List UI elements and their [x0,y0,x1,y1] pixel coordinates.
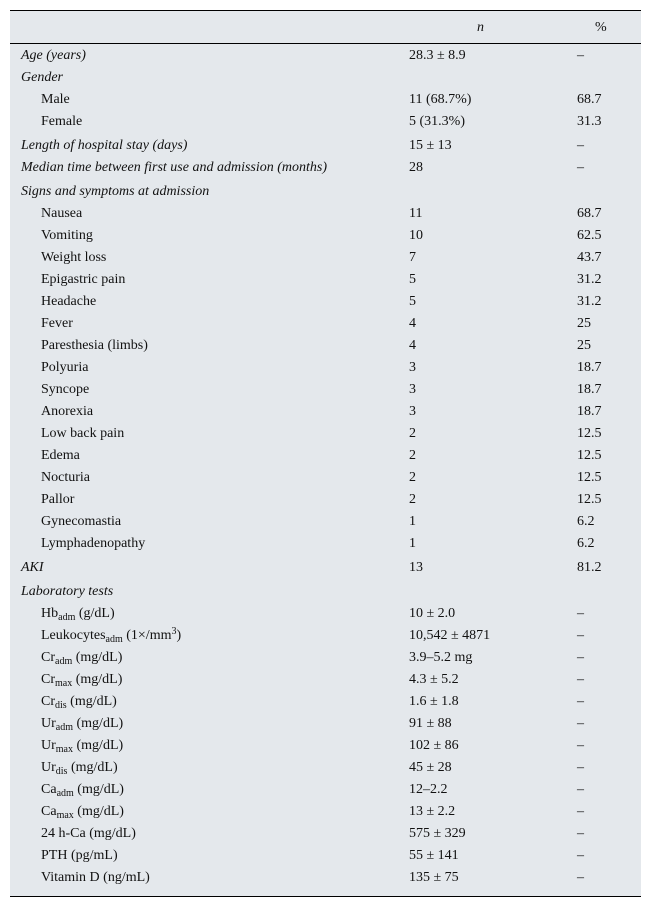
row-label: Weight loss [41,250,107,265]
table-row [10,511,641,533]
label-unit: (mg/dL) [72,672,123,687]
row-percent-value: – [577,628,584,643]
patient-characteristics-table [10,10,641,897]
label-subscript: dis [55,700,67,711]
row-percent-value: – [577,804,584,819]
row-percent-value: – [577,870,584,885]
row-label: Gynecomastia [41,514,122,529]
row-label [41,738,123,754]
row-label: 24 h-Ca (mg/dL) [41,826,136,841]
row-label: Epigastric pain [41,272,126,287]
table-row [10,445,641,467]
table-row [10,625,641,647]
row-n-value: 11 (68.7%) [409,92,472,107]
table-row [10,111,641,133]
row-label: Male [41,92,70,107]
table-row [10,135,641,157]
row-n-value: 5 [409,272,416,287]
table-row [10,801,641,823]
label-unit: (mg/dL) [72,650,123,665]
row-label: AKI [21,560,44,575]
row-percent-value: – [577,848,584,863]
label-unit: (mg/dL) [73,782,124,797]
table-row [10,823,641,845]
row-n-value: 10 [409,228,423,243]
row-label [41,782,124,798]
label-main: Cr [41,694,55,709]
row-n-value: 2 [409,448,416,463]
row-n-value: 28 [409,160,423,175]
row-label [41,650,122,666]
row-n-value: 12–2.2 [409,782,448,797]
row-percent-value: 31.2 [577,272,602,287]
row-n-value: 11 [409,206,423,221]
table-row [10,867,641,889]
row-percent-value: 12.5 [577,448,602,463]
row-label: Anorexia [41,404,94,419]
row-n-value: 15 ± 13 [409,138,452,153]
table-row [10,735,641,757]
table-row [10,845,641,867]
label-unit: (1×/mm [122,628,172,643]
row-n-value: 55 ± 141 [409,848,459,863]
row-percent-value: – [577,826,584,841]
row-percent-value: 18.7 [577,382,602,397]
label-unit: (mg/dL) [73,738,124,753]
row-n-value: 102 ± 86 [409,738,459,753]
label-unit: (mg/dL) [73,716,124,731]
row-percent-value: – [577,782,584,797]
row-percent-value: 43.7 [577,250,602,265]
table-row [10,533,641,555]
label-unit: (mg/dL) [73,804,124,819]
table-row [10,357,641,379]
table-row [10,603,641,625]
label-subscript: max [55,678,73,689]
row-label: Age (years) [21,48,86,63]
label-subscript: adm [55,722,73,733]
table-row [10,313,641,335]
row-percent-value: 25 [577,316,591,331]
row-percent-value: 6.2 [577,514,595,529]
row-percent-value: – [577,606,584,621]
row-label: Vomiting [41,228,93,243]
table-row [10,581,641,603]
row-percent-value: – [577,48,584,63]
label-subscript: adm [55,656,73,667]
row-label [41,628,181,644]
row-n-value: 3.9–5.2 mg [409,650,473,665]
row-n-value: 91 ± 88 [409,716,452,731]
row-label: Low back pain [41,426,125,441]
row-n-value: 5 [409,294,416,309]
row-label: Signs and symptoms at admission [21,184,210,199]
row-n-value: 2 [409,426,416,441]
label-subscript: max [56,810,74,821]
row-label: Syncope [41,382,90,397]
table-row [10,269,641,291]
row-n-value: 1 [409,536,416,551]
row-percent-value: – [577,760,584,775]
label-subscript: max [55,744,73,755]
table-row [10,181,641,203]
row-n-value: 4.3 ± 5.2 [409,672,459,687]
row-percent-value: – [577,138,584,153]
row-percent-value: – [577,160,584,175]
row-label [41,716,123,732]
row-n-value: 1.6 ± 1.8 [409,694,459,709]
row-percent-value: 31.2 [577,294,602,309]
label-main: Ur [41,716,56,731]
row-label: Headache [41,294,97,309]
row-label: Gender [21,70,63,85]
row-percent-value: 12.5 [577,470,602,485]
table-row [10,225,641,247]
table-row [10,335,641,357]
row-label: Polyuria [41,360,89,375]
label-subscript: adm [56,788,74,799]
row-label [41,760,118,776]
label-subscript: adm [105,634,123,645]
row-percent-value: 81.2 [577,560,602,575]
table-row [10,489,641,511]
table-header [10,11,641,44]
label-main: Cr [41,650,55,665]
header-n: n [477,20,484,35]
row-n-value: 1 [409,514,416,529]
label-subscript: adm [58,612,76,623]
row-n-value: 3 [409,360,416,375]
row-percent-value: 68.7 [577,206,602,221]
row-percent-value: 68.7 [577,92,602,107]
table-row [10,45,641,67]
row-percent-value: 6.2 [577,536,595,551]
row-label: Median time between first use and admission (months) [21,160,328,175]
table-row [10,247,641,269]
label-main: Ur [41,738,56,753]
row-n-value: 28.3 ± 8.9 [409,48,466,63]
row-n-value: 10,542 ± 4871 [409,628,491,643]
table-row [10,757,641,779]
row-percent-value: – [577,738,584,753]
row-n-value: 10 ± 2.0 [409,606,456,621]
row-label: PTH (pg/mL) [41,848,118,863]
row-label [41,694,117,710]
row-n-value: 13 [409,560,423,575]
table-row [10,379,641,401]
row-label: Edema [41,448,80,463]
label-main: Ca [41,782,57,797]
table-row [10,157,641,179]
row-n-value: 4 [409,338,416,353]
label-unit: (mg/dL) [67,760,118,775]
label-superscript: 3 [171,626,177,637]
row-n-value: 4 [409,316,416,331]
table-row [10,467,641,489]
row-label: Length of hospital stay (days) [21,138,188,153]
row-percent-value: – [577,694,584,709]
table-row [10,779,641,801]
row-n-value: 2 [409,470,416,485]
row-label: Pallor [41,492,75,507]
row-label [41,804,124,820]
row-percent-value: 18.7 [577,360,602,375]
table-row [10,401,641,423]
row-percent-value: 62.5 [577,228,602,243]
row-label: Fever [41,316,73,331]
row-label: Vitamin D (ng/mL) [41,870,150,885]
header-percent: % [595,20,607,35]
row-label: Female [41,114,83,129]
row-n-value: 7 [409,250,416,265]
row-percent-value: – [577,650,584,665]
label-unit: (g/dL) [75,606,115,621]
table-row [10,423,641,445]
row-label: Laboratory tests [21,584,114,599]
row-label [41,672,122,688]
row-label [41,606,115,622]
row-n-value: 3 [409,404,416,419]
table-row [10,669,641,691]
label-unit: (mg/dL) [66,694,117,709]
table-row [10,67,641,89]
row-label: Nocturia [41,470,90,485]
label-subscript: dis [55,766,68,777]
row-label: Lymphadenopathy [41,536,146,551]
row-n-value: 5 (31.3%) [409,114,465,129]
row-percent-value: – [577,672,584,687]
table-row [10,691,641,713]
row-label: Nausea [41,206,83,221]
label-main: Hb [41,606,59,621]
row-n-value: 13 ± 2.2 [409,804,456,819]
table-row [10,557,641,579]
row-percent-value: – [577,716,584,731]
table-row [10,203,641,225]
row-n-value: 2 [409,492,416,507]
row-percent-value: 31.3 [577,114,602,129]
table-row [10,89,641,111]
row-label: Paresthesia (limbs) [41,338,148,353]
row-percent-value: 18.7 [577,404,602,419]
row-n-value: 575 ± 329 [409,826,466,841]
label-end: ) [176,628,182,643]
label-main: Leukocytes [41,628,106,643]
row-percent-value: 25 [577,338,591,353]
row-n-value: 3 [409,382,416,397]
label-main: Cr [41,672,55,687]
label-main: Ca [41,804,57,819]
table-row [10,713,641,735]
row-percent-value: 12.5 [577,492,602,507]
label-main: Ur [41,760,56,775]
row-n-value: 45 ± 28 [409,760,452,775]
table-row [10,647,641,669]
row-percent-value: 12.5 [577,426,602,441]
table-row [10,291,641,313]
row-n-value: 135 ± 75 [409,870,459,885]
